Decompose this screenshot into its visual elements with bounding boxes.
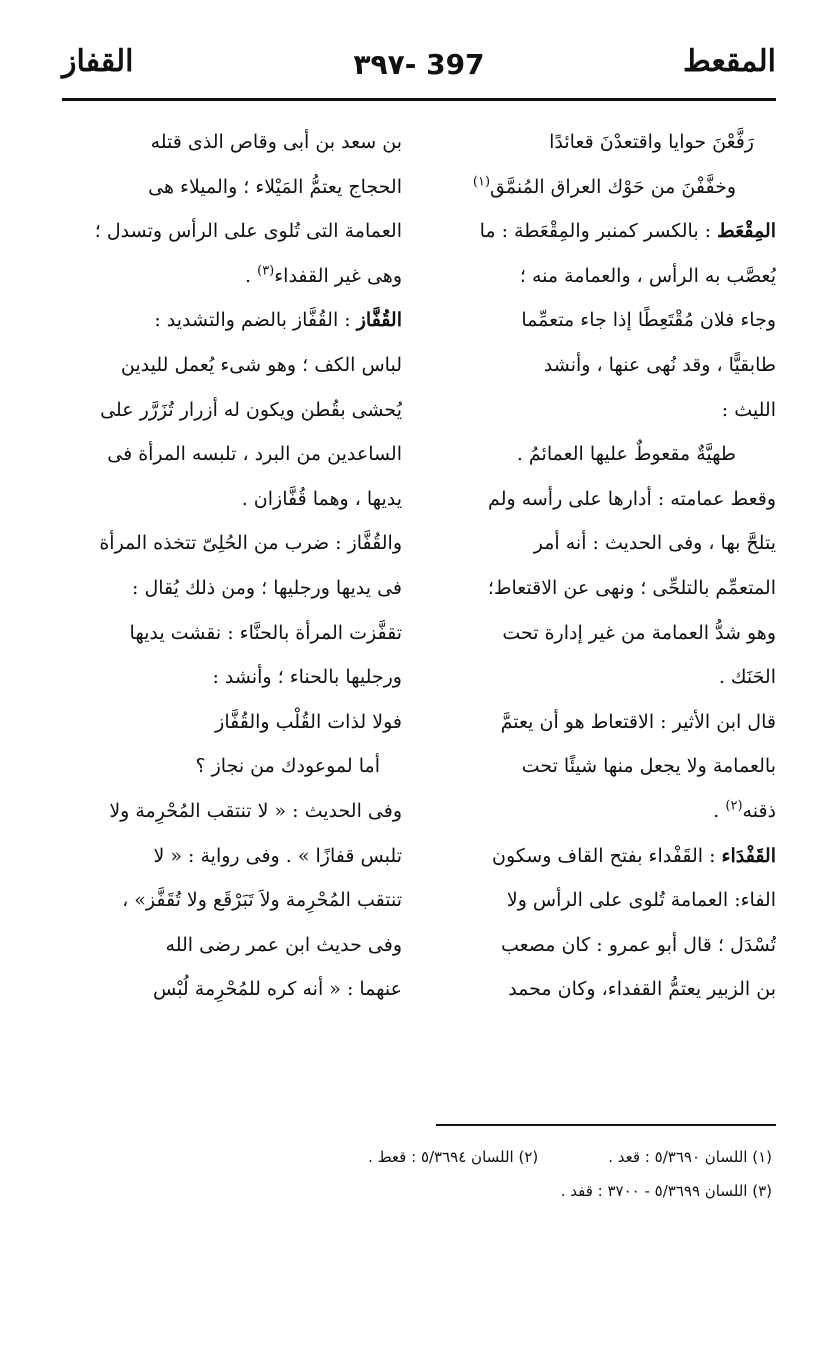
headword-right: المقعط: [683, 44, 776, 79]
footnote-ref: (١): [472, 174, 491, 190]
left-column: [60, 120, 402, 1012]
text-line: العمامة التى تُلوى على الرأس وتسدل ؛: [94, 220, 402, 243]
text-line: يُحشى بقُطن ويكون له أزرار تُزَرَّر على: [100, 398, 402, 421]
text-line: قال ابن الأثير : الاقتعاط هو أن يعتمَّ: [500, 710, 776, 733]
text-line: فى يديها ورجليها ؛ ومن ذلك يُقال :: [132, 576, 402, 599]
text-line: [434, 789, 776, 834]
footnote: (٢) اللسان ٥/٣٦٩٤ : قعط .: [368, 1148, 539, 1166]
text-line: الساعدين من البرد ، تلبسه المرأة فى: [107, 443, 402, 466]
verse-line: طهيَّةٌ مقعوطٌ عليها العمائمُ .: [516, 443, 736, 466]
footnote-row: [200, 1174, 772, 1208]
text-line: الحَنَك .: [718, 666, 776, 689]
text-span: : بالكسر كمنبر والمِقْعَطة : ما: [479, 220, 718, 243]
text-line: وفى الحديث : « لا تنتقب المُحْرِمة ولا: [109, 799, 402, 822]
entry-line: [434, 834, 776, 879]
verse-line: فولا لذات القُلْب والقُفَّاز: [215, 710, 402, 733]
text-line: يديها ، وهما قُفَّازان .: [241, 487, 402, 510]
entry-line: [60, 298, 402, 343]
text-line: وقعط عمامته : أدارها على رأسه ولم: [488, 487, 776, 510]
text-line: ورجليها بالحناء ؛ وأنشد :: [212, 666, 402, 689]
text-line: بن سعد بن أبى وقاص الذى قتله: [150, 131, 402, 153]
footnote-rule: [436, 1124, 776, 1126]
entry-term: القُفَّاز: [356, 309, 402, 332]
right-column: [434, 120, 776, 1012]
text-line: لباس الكف ؛ وهو شىء يُعمل لليدين: [120, 353, 402, 376]
entry-line: [434, 209, 776, 254]
verse-line: أما لموعودك من نجاز ؟: [195, 755, 380, 778]
text-span: ذقنه: [742, 799, 776, 822]
footnotes: [200, 1140, 772, 1208]
page-number: ٣٩٧- 397: [353, 48, 485, 81]
text-span: : القَفْداء بفتح القاف وسكون: [492, 844, 722, 867]
verse-line: رَفَّعْنَ حوايا واقتعدْنَ قعائدًا: [549, 131, 754, 153]
footnote: (١) اللسان ٥/٣٦٩٠ : قعد .: [608, 1148, 772, 1166]
text-span: .: [713, 799, 726, 822]
text-line: طابقيًّا ، وقد نُهى عنها ، وأنشد: [543, 353, 776, 376]
text-line: يتلحَّ بها ، وفى الحديث : أنه أمر: [533, 532, 776, 555]
text-line: وفى حديث ابن عمر رضى الله: [165, 933, 402, 956]
footnote: (٣) اللسان ٥/٣٦٩٩ - ٣٧٠٠ : قفد .: [560, 1182, 772, 1200]
text-line: يُعصَّب به الرأس ، والعمامة منه ؛: [519, 264, 776, 287]
text-line: وهو شدُّ العمامة من غير إدارة تحت: [502, 621, 776, 644]
text-line: وجاء فلان مُقْتَعِطًا إذا جاء متعمِّما: [521, 309, 776, 332]
text-line: تلبس قفازًا » . وفى رواية : « لا: [153, 844, 402, 867]
text-line: بالعمامة ولا يجعل منها شيئًا تحت: [521, 755, 776, 778]
verse-line: [434, 165, 776, 210]
text-span: : القُفَّاز بالضم والتشديد :: [154, 309, 357, 332]
footnote-row: [200, 1140, 772, 1174]
text-line: بن الزبير يعتمُّ القفداء، وكان محمد: [508, 978, 776, 1001]
text-line: تقفَّزت المرأة بالحنَّاء : نقشت يديها: [129, 621, 402, 644]
page-header: [62, 44, 776, 94]
text-line: الليث :: [721, 398, 776, 421]
text-line: الحجاج يعتمُّ المَيْلاء ؛ والميلاء هى: [148, 175, 402, 198]
text-line: [60, 254, 402, 299]
entry-term: القَفْدَاء: [721, 844, 776, 867]
text-line: والقُفَّاز : ضرب من الحُلِىّ تتخذه المرأة: [99, 532, 402, 555]
header-rule: [62, 98, 776, 101]
text-span: وخفَّفْنَ من حَوْك العراق المُنمَّق: [490, 175, 736, 198]
entry-term: المِقْعَط: [717, 220, 776, 243]
text-line: تُسْدَل ؛ قال أبو عمرو : كان مصعب: [500, 933, 776, 956]
text-line: عنهما : « أنه كره للمُحْرِمة لُبْس: [152, 978, 402, 1001]
text-line: الفاء: العمامة تُلوى على الرأس ولا: [506, 889, 776, 912]
text-line: تنتقب المُحْرِمة ولاَ تَبَرْقَع ولا تُقَفَّز» ،: [122, 889, 402, 912]
headword-left: القفاز: [62, 44, 134, 79]
text-span: .: [245, 264, 258, 287]
text-span: وهى غير القفداء: [274, 264, 402, 287]
footnote-ref: (٣): [257, 263, 275, 279]
footnote-ref: (٢): [725, 798, 743, 814]
text-line: المتعمِّم بالتلحِّى ؛ ونهى عن الاقتعاط؛: [487, 576, 776, 599]
